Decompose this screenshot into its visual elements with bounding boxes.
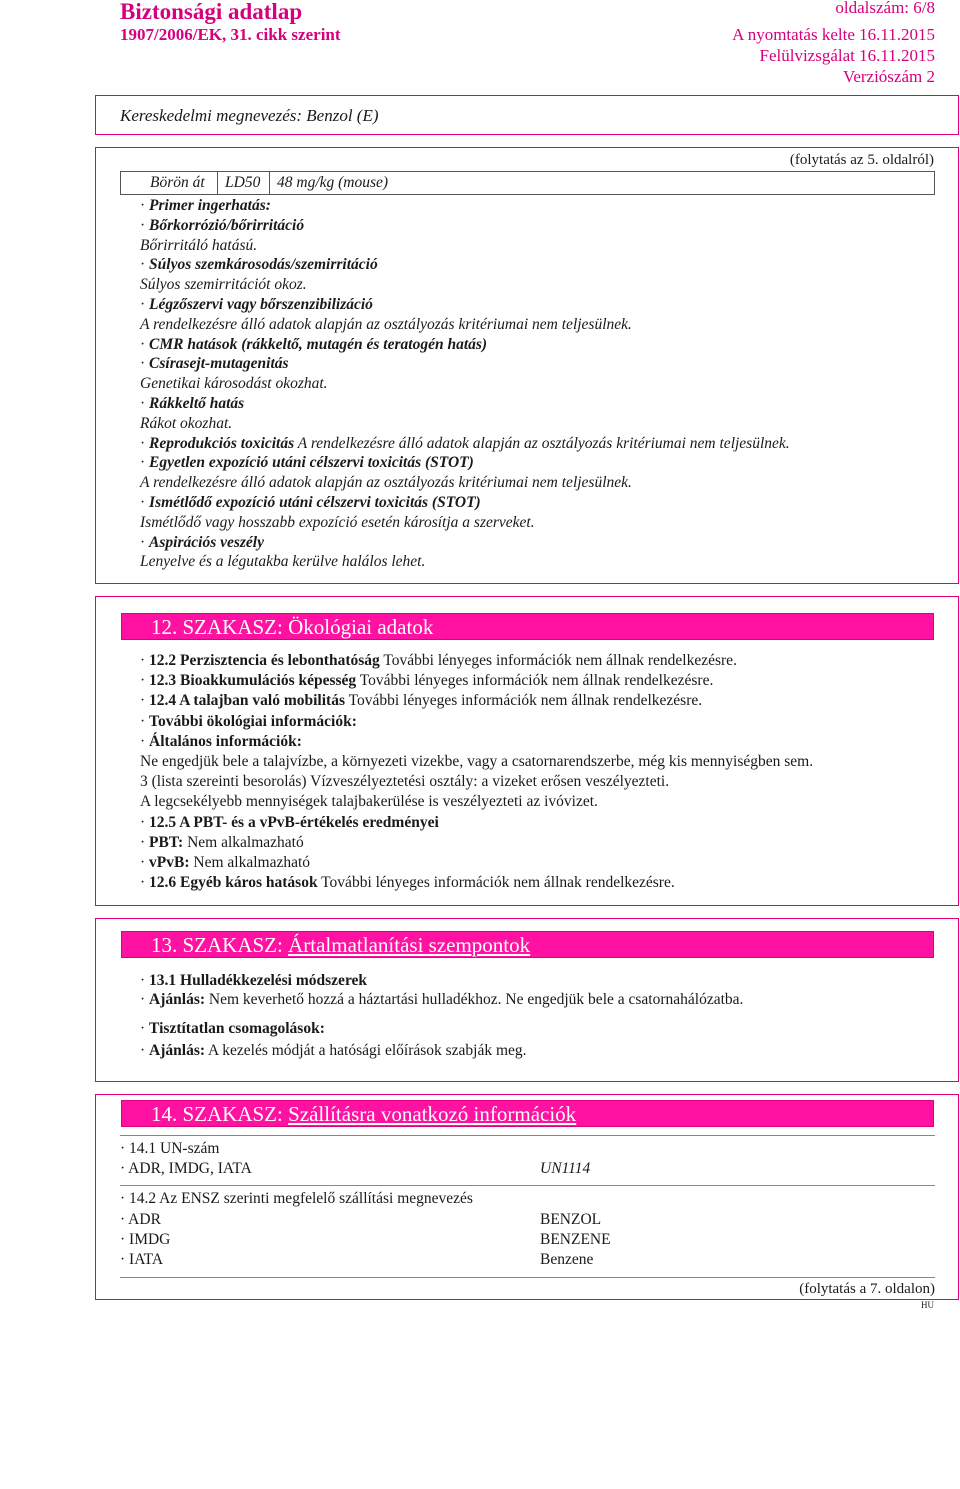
- text: További lényeges információk nem állnak rendelkezésre.: [344, 692, 703, 710]
- page-number: oldalszám: 6/8: [835, 0, 935, 17]
- text-line: [140, 854, 310, 872]
- bullet: ·: [140, 533, 150, 551]
- label: 12.4 A talajban való mobilitás: [149, 692, 345, 710]
- text-line: [140, 672, 713, 690]
- bullet: ·: [140, 197, 150, 214]
- bullet: ·: [140, 454, 150, 472]
- text-line: [140, 197, 271, 215]
- table-divider: [269, 172, 270, 194]
- section13-heading: [121, 931, 934, 958]
- text-line: [140, 336, 487, 354]
- label: 12.2 Perzisztencia és lebonthatóság: [149, 652, 380, 669]
- text-line: [140, 296, 373, 314]
- text: Súlyos szemirritációt okoz.: [140, 276, 307, 294]
- divider: [120, 1185, 935, 1186]
- text-line: [140, 435, 790, 453]
- text-line: [140, 395, 244, 413]
- label: Aspirációs veszély: [149, 533, 264, 551]
- text-line: [140, 237, 257, 255]
- text-line: [140, 972, 367, 990]
- bullet: ·: [140, 355, 150, 373]
- shipping-name-label: · ADR: [120, 1211, 161, 1228]
- text-line: [140, 494, 481, 512]
- label: Primer ingerhatás:: [149, 197, 271, 214]
- shipping-name-value: BENZOL: [540, 1211, 602, 1228]
- un-number-value: UN1114: [540, 1160, 591, 1177]
- document-title: Biztonsági adatlap: [120, 0, 303, 24]
- shipping-name-label: · IATA: [120, 1251, 164, 1268]
- bullet: ·: [140, 434, 150, 452]
- label: 12.5 A PBT- és a vPvB-értékelés eredményei: [149, 813, 439, 831]
- text-line: [140, 316, 632, 334]
- section12-title: Ökológiai adatok: [288, 615, 434, 639]
- section14-heading: [121, 1100, 934, 1127]
- label: Bőrkorrózió/bőrirritáció: [149, 216, 305, 234]
- label: Reprodukciós toxicitás: [149, 434, 295, 452]
- shipping-name-title: · 14.2 Az ENSZ szerinti megfelelő szállítási megnevezés: [120, 1190, 473, 1207]
- bullet: ·: [140, 854, 150, 871]
- text-line: [140, 773, 669, 791]
- un-number-label: · ADR, IMDG, IATA: [120, 1160, 252, 1177]
- shipping-name-value: BENZENE: [540, 1231, 611, 1248]
- label: További ökológiai információk:: [149, 712, 357, 730]
- text-line: [140, 217, 304, 235]
- bullet: ·: [140, 335, 150, 353]
- label: vPvB:: [149, 854, 190, 871]
- section12-number: 12. SZAKASZ:: [151, 615, 289, 639]
- label: CMR hatások (rákkeltő, mutagén és teratogén hatás): [149, 335, 488, 353]
- bullet: ·: [140, 494, 150, 511]
- bullet: ·: [140, 256, 150, 274]
- bullet: ·: [140, 1042, 150, 1059]
- toxicity-route: Börön át: [150, 174, 205, 191]
- text-line: [140, 652, 737, 670]
- section14-title: Szállításra vonatkozó információk: [288, 1102, 577, 1126]
- revision-date: Felülvizsgálat 16.11.2015: [759, 46, 935, 65]
- label: Ismétlődő expozíció utáni célszervi toxicitás (STOT): [149, 494, 481, 511]
- text: További lényeges információk nem állnak rendelkezésre.: [356, 672, 714, 690]
- bullet: ·: [140, 692, 150, 710]
- print-date: A nyomtatás kelte 16.11.2015: [732, 25, 935, 44]
- text: A rendelkezésre álló adatok alapján az osztályozás kritériumai nem teljesülnek.: [294, 434, 790, 452]
- label: Egyetlen expozíció utáni célszervi toxicitás (STOT): [149, 454, 474, 472]
- label: 12.3 Bioakkumulációs képesség: [149, 672, 357, 690]
- bullet: ·: [140, 972, 150, 989]
- text-line: [140, 814, 439, 832]
- text-line: [140, 375, 328, 393]
- text: Rákot okozhat.: [140, 414, 233, 432]
- text: A legcsekélyebb mennyiségek talajbakerülése is veszélyezteti az ivóvizet.: [140, 793, 598, 811]
- label: Súlyos szemkárosodás/szemirritáció: [149, 256, 378, 274]
- text-line: [140, 534, 264, 552]
- label: Ajánlás:: [149, 1042, 206, 1059]
- bullet: ·: [140, 874, 150, 892]
- bullet: ·: [140, 1020, 150, 1037]
- label: PBT:: [149, 833, 184, 851]
- text-line: [140, 713, 357, 731]
- label: Csírasejt-mutagenitás: [149, 355, 289, 373]
- text-line: [140, 834, 304, 852]
- table-divider: [217, 172, 218, 194]
- text-line: [140, 454, 474, 472]
- shipping-name-value: Benzene: [540, 1251, 594, 1268]
- text-line: [140, 415, 232, 433]
- text: Bőrirritáló hatású.: [140, 236, 258, 254]
- text-line: [140, 514, 535, 532]
- shipping-name-label: · IMDG: [120, 1231, 171, 1248]
- text-line: [140, 874, 675, 892]
- section13-title: Ártalmatlanítási szempontok: [288, 933, 531, 957]
- text-line: [140, 991, 743, 1009]
- text: Lenyelve és a légutakba kerülve halálos lehet.: [140, 553, 426, 571]
- text-line: [140, 256, 378, 274]
- section14-number: 14. SZAKASZ:: [151, 1102, 289, 1126]
- text: Ismétlődő vagy hosszabb expozíció esetén károsítja a szerveket.: [140, 513, 535, 531]
- bullet: ·: [140, 991, 150, 1008]
- continued-from: (folytatás az 5. oldalról): [789, 152, 934, 168]
- text-line: [140, 1042, 527, 1060]
- bullet: ·: [140, 813, 150, 831]
- label: 13.1 Hulladékkezelési módszerek: [149, 972, 368, 989]
- section13-number: 13. SZAKASZ:: [151, 933, 289, 957]
- toxicity-value: 48 mg/kg (mouse): [277, 174, 389, 191]
- language-code: HU: [921, 1300, 934, 1310]
- label: Általános információk:: [149, 732, 302, 750]
- label: Légzőszervi vagy bőrszenzibilizáció: [149, 296, 373, 313]
- regulation: 1907/2006/EK, 31. cikk szerint: [120, 25, 341, 44]
- text: Nem alkalmazható: [183, 833, 304, 851]
- bullet: ·: [140, 216, 150, 234]
- text-line: [140, 1020, 325, 1038]
- text-line: [140, 553, 425, 571]
- text: A kezelés módját a hatósági előírások szabják meg.: [205, 1042, 527, 1059]
- divider: [120, 1135, 935, 1136]
- text: Nem keverhető hozzá a háztartási hulladékhoz. Ne engedjük bele a csatornahálózatba.: [205, 991, 744, 1008]
- continued-to: (folytatás a 7. oldalon): [799, 1281, 935, 1297]
- version-number: Verziószám 2: [842, 67, 935, 86]
- text-line: [140, 753, 813, 771]
- text-line: [140, 793, 598, 811]
- label: 12.6 Egyéb káros hatások: [149, 874, 318, 892]
- bullet: ·: [140, 833, 150, 851]
- text-line: [140, 355, 289, 373]
- text: 3 (lista szereinti besorolás) Vízveszélyeztetési osztály: a vizeket erősen veszélyezteti.: [140, 773, 670, 791]
- text: A rendelkezésre álló adatok alapján az osztályozás kritériumai nem teljesülnek.: [140, 315, 632, 333]
- bullet: ·: [140, 672, 150, 690]
- bullet: ·: [140, 732, 150, 750]
- toxicity-type: LD50: [225, 174, 261, 191]
- bullet: ·: [140, 395, 150, 412]
- text: A rendelkezésre álló adatok alapján az osztályozás kritériumai nem teljesülnek.: [140, 474, 632, 492]
- bullet: ·: [140, 712, 150, 730]
- text: Ne engedjük bele a talajvízbe, a környezeti vizekbe, vagy a csatornarendszerbe, még kis mennyiségben sem.: [140, 753, 814, 770]
- un-number-title: · 14.1 UN-szám: [120, 1140, 220, 1157]
- label: Ajánlás:: [149, 991, 206, 1008]
- text: További lényeges információk nem állnak rendelkezésre.: [317, 874, 675, 892]
- text: Genetikai károsodást okozhat.: [140, 375, 328, 393]
- label: Tisztítatlan csomagolások:: [149, 1020, 325, 1037]
- text: További lényeges információk nem állnak rendelkezésre.: [379, 652, 737, 669]
- text-line: [140, 733, 302, 751]
- label: Rákkeltő hatás: [149, 395, 245, 412]
- bullet: ·: [140, 296, 150, 313]
- text-line: [140, 474, 632, 492]
- section12-heading: [121, 613, 934, 640]
- trade-name: Kereskedelmi megnevezés: Benzol (E): [120, 106, 379, 125]
- toxicity-table: [120, 171, 935, 195]
- text: Nem alkalmazható: [189, 854, 311, 871]
- bullet: ·: [140, 652, 150, 669]
- divider: [120, 1277, 935, 1278]
- text-line: [140, 692, 702, 710]
- text-line: [140, 276, 307, 294]
